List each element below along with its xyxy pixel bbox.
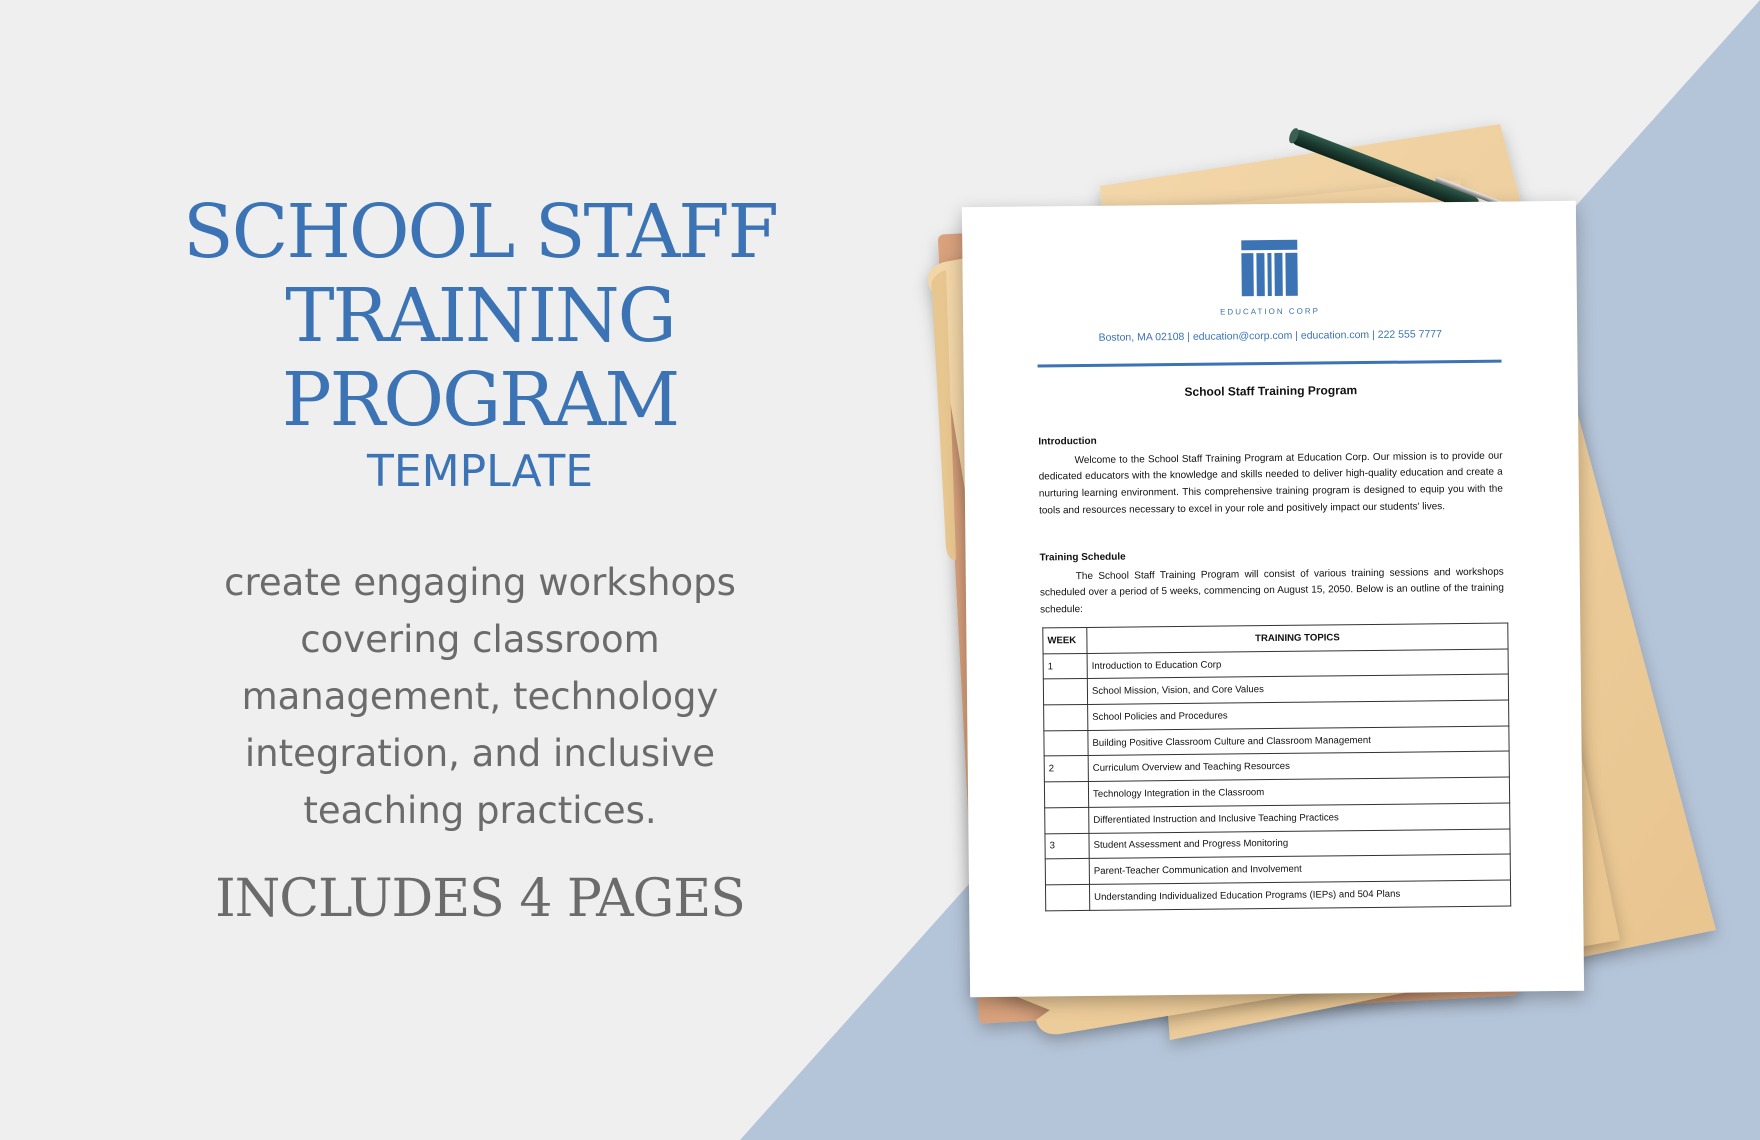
week-cell (1044, 782, 1088, 808)
description-line: integration, and inclusive (244, 732, 716, 775)
week-cell (1044, 730, 1088, 756)
week-cell (1043, 679, 1087, 705)
topic-cell: School Policies and Procedures (1088, 700, 1509, 730)
topic-cell: Technology Integration in the Classroom (1088, 777, 1509, 807)
document-title: School Staff Training Program (1184, 383, 1358, 399)
logo-text: EDUCATION CORP (1220, 306, 1320, 317)
topic-cell: Introduction to Education Corp (1087, 649, 1508, 679)
description-line: management, technology (241, 675, 719, 718)
topic-cell: Building Positive Classroom Culture and Classroom Management (1088, 726, 1509, 756)
description-line: create engaging workshops (224, 561, 736, 604)
contact-line: Boston, MA 02108 | education@corp.com | education.com | 222 555 7777 (1098, 328, 1443, 344)
topic-cell: School Mission, Vision, and Core Values (1087, 674, 1508, 704)
schedule-heading: Training Schedule (1039, 551, 1126, 564)
description-line: teaching practices. (303, 789, 657, 832)
hero-title-line: TRAINING (285, 273, 675, 359)
header-divider (1038, 360, 1502, 368)
hero-title-line: SCHOOL STAFF (183, 189, 777, 275)
document-page (962, 201, 1584, 997)
pages-note: INCLUDES 4 PAGES (215, 869, 745, 929)
week-header: WEEK (1043, 627, 1087, 653)
table-row (1045, 880, 1510, 911)
topic-cell: Differentiated Instruction and Inclusive Teaching Practices (1089, 803, 1510, 833)
week-cell (1045, 859, 1089, 885)
week-cell (1044, 705, 1088, 731)
introduction-heading: Introduction (1038, 435, 1097, 448)
week-cell: 1 (1043, 653, 1087, 679)
description-line: covering classroom (300, 618, 660, 661)
document-logo (962, 235, 1577, 319)
week-cell (1045, 884, 1089, 910)
education-corp-logo-icon (1239, 238, 1300, 299)
week-cell: 3 (1045, 833, 1089, 859)
schedule-text: The School Staff Training Program will consist of various training sessions and workshops scheduled over a period of 5 weeks, commencing on August 15, 2050. Below is an outline of the training schedule: (1039, 566, 1504, 616)
topic-cell: Student Assessment and Progress Monitoring (1089, 829, 1510, 859)
topic-cell: Curriculum Overview and Teaching Resources (1088, 751, 1509, 781)
week-cell (1045, 807, 1089, 833)
topic-cell: Parent-Teacher Communication and Involvement (1089, 854, 1510, 884)
schedule-section (1039, 546, 1504, 620)
week-cell: 2 (1044, 756, 1088, 782)
topics-header: TRAINING TOPICS (1087, 623, 1508, 653)
training-schedule-table (1042, 623, 1511, 911)
hero-subtitle: TEMPLATE (366, 446, 594, 497)
hero-title-line: PROGRAM (281, 357, 679, 443)
introduction-section (1038, 430, 1503, 520)
topic-cell: Understanding Individualized Education Programs (IEPs) and 504 Plans (1089, 880, 1510, 910)
introduction-text: Welcome to the School Staff Training Program at Education Corp. Our mission is to provide our dedicated educators with the knowledge and skills needed to deliver high-quality education and create a nurturing learning environment. This comprehensive training program is designed to equip you with the tools and resources necessary to excel in your role and positively impact our students' lives. (1038, 450, 1503, 517)
